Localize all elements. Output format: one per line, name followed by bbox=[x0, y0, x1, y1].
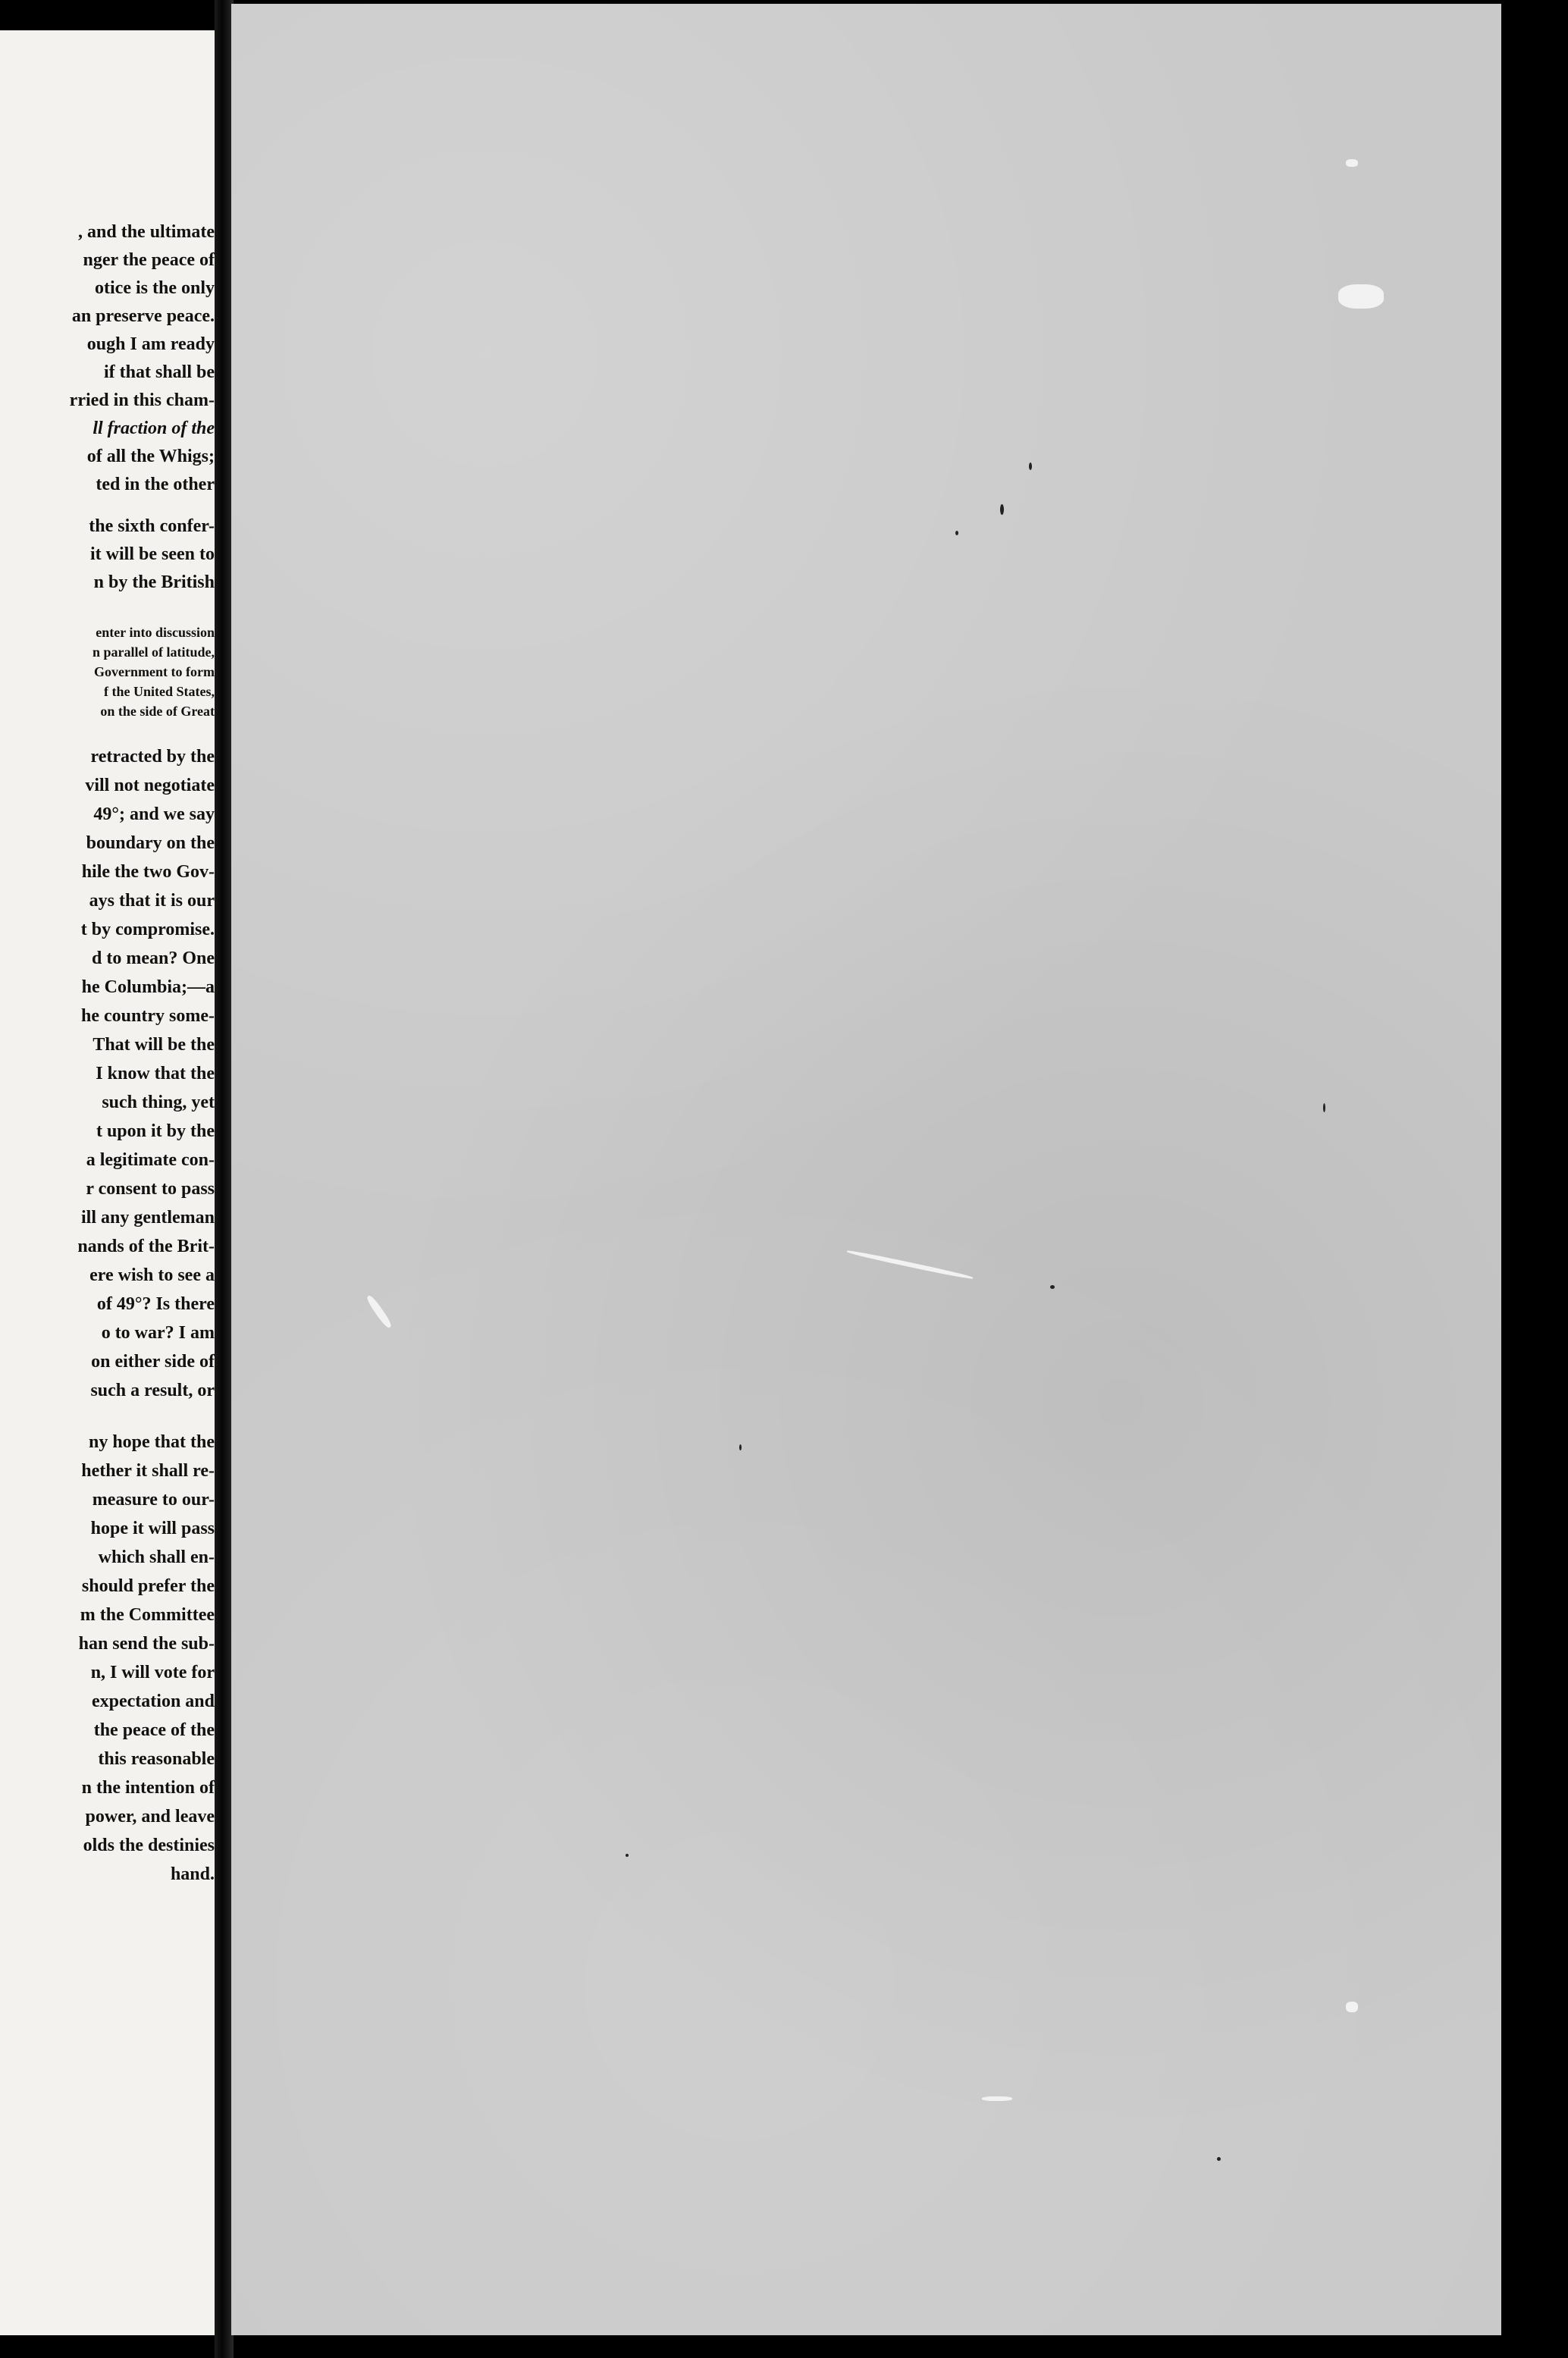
text-line: measure to our- bbox=[92, 1490, 215, 1510]
paragraph-1 bbox=[0, 218, 215, 499]
text-line: r consent to pass bbox=[86, 1179, 215, 1199]
text-line: ted in the other bbox=[96, 475, 215, 494]
text-line: boundary on the bbox=[86, 833, 215, 853]
text-line: nands of the Brit- bbox=[77, 1237, 215, 1256]
paragraph-2 bbox=[0, 513, 215, 597]
text-line: he Columbia;—a bbox=[81, 977, 215, 997]
text-line: this reasonable bbox=[98, 1749, 215, 1769]
text-line: on the side of Great bbox=[100, 704, 215, 719]
text-line: otice is the only bbox=[95, 278, 215, 298]
text-line: he country some- bbox=[81, 1006, 215, 1026]
text-line: han send the sub- bbox=[78, 1634, 215, 1654]
text-line: o to war? I am bbox=[101, 1323, 215, 1343]
text-line: such thing, yet bbox=[102, 1093, 215, 1112]
text-line: n the intention of bbox=[81, 1778, 215, 1798]
paper-fleck bbox=[1346, 159, 1358, 167]
text-line: rried in this cham- bbox=[69, 390, 215, 410]
paper-fleck bbox=[846, 1249, 974, 1280]
text-line: nger the peace of bbox=[83, 250, 215, 270]
left-printed-page bbox=[0, 30, 215, 2335]
blank-page bbox=[231, 4, 1501, 2335]
paragraph-4 bbox=[0, 1428, 215, 1889]
text-line: n, I will vote for bbox=[90, 1663, 215, 1682]
paragraph-3 bbox=[0, 742, 215, 1405]
text-line: power, and leave bbox=[85, 1807, 215, 1827]
text-line: a legitimate con- bbox=[86, 1150, 215, 1170]
text-line: I know that the bbox=[96, 1064, 215, 1083]
text-line: ill any gentleman bbox=[80, 1208, 215, 1228]
paper-speck bbox=[1323, 1103, 1325, 1112]
text-line: hile the two Gov- bbox=[81, 862, 215, 882]
paper-fleck bbox=[1346, 2002, 1358, 2012]
text-line: olds the destinies bbox=[83, 1836, 215, 1855]
text-line: an preserve peace. bbox=[71, 306, 215, 326]
text-line: hope it will pass bbox=[90, 1519, 215, 1538]
paper-speck bbox=[1050, 1285, 1055, 1289]
paper-speck bbox=[955, 531, 958, 535]
text-line: m the Committee bbox=[80, 1605, 215, 1625]
text-line: it will be seen to bbox=[90, 544, 215, 564]
left-page-text-column bbox=[0, 218, 215, 1889]
text-line: That will be the bbox=[93, 1035, 215, 1055]
text-line: ays that it is our bbox=[89, 891, 215, 911]
text-line: n by the British bbox=[93, 572, 215, 592]
text-line: the peace of the bbox=[93, 1720, 215, 1740]
text-line: on either side of bbox=[91, 1352, 215, 1372]
text-line: t by compromise. bbox=[80, 920, 215, 939]
text-line: of all the Whigs; bbox=[86, 447, 215, 466]
text-line: f the United States, bbox=[104, 684, 215, 699]
text-line: enter into discussion bbox=[96, 625, 215, 640]
paper-fleck bbox=[982, 2096, 1012, 2101]
text-line: the sixth confer- bbox=[89, 516, 215, 536]
text-line: such a result, or bbox=[90, 1381, 215, 1400]
text-line: t upon it by the bbox=[96, 1121, 215, 1141]
paper-speck bbox=[1029, 463, 1032, 470]
text-line: if that shall be bbox=[103, 362, 215, 382]
text-line: ll fraction of the bbox=[93, 419, 215, 438]
text-line: d to mean? One bbox=[92, 949, 215, 968]
paper-fleck bbox=[365, 1294, 394, 1330]
text-line: hether it shall re- bbox=[81, 1461, 215, 1481]
text-line: ough I am ready bbox=[86, 334, 215, 354]
text-line: vill not negotiate bbox=[85, 776, 215, 795]
text-line: , and the ultimate bbox=[78, 222, 215, 242]
text-line: which shall en- bbox=[98, 1547, 215, 1567]
paper-speck bbox=[626, 1854, 629, 1857]
paper-speck bbox=[739, 1444, 742, 1450]
text-line: should prefer the bbox=[81, 1576, 215, 1596]
text-line: hand. bbox=[170, 1864, 215, 1884]
quoted-passage bbox=[0, 622, 215, 721]
paper-speck bbox=[1000, 504, 1004, 515]
paper-fleck bbox=[1338, 284, 1384, 309]
text-line: Government to form bbox=[94, 664, 215, 679]
text-line: ere wish to see a bbox=[89, 1265, 215, 1285]
text-line: retracted by the bbox=[90, 747, 215, 767]
paper-speck bbox=[1217, 2157, 1221, 2161]
text-line: of 49°? Is there bbox=[96, 1294, 215, 1314]
text-line: expectation and bbox=[92, 1692, 215, 1711]
text-line: 49°; and we say bbox=[93, 804, 215, 824]
text-line: n parallel of latitude, bbox=[93, 644, 215, 660]
text-line: ny hope that the bbox=[88, 1432, 215, 1452]
